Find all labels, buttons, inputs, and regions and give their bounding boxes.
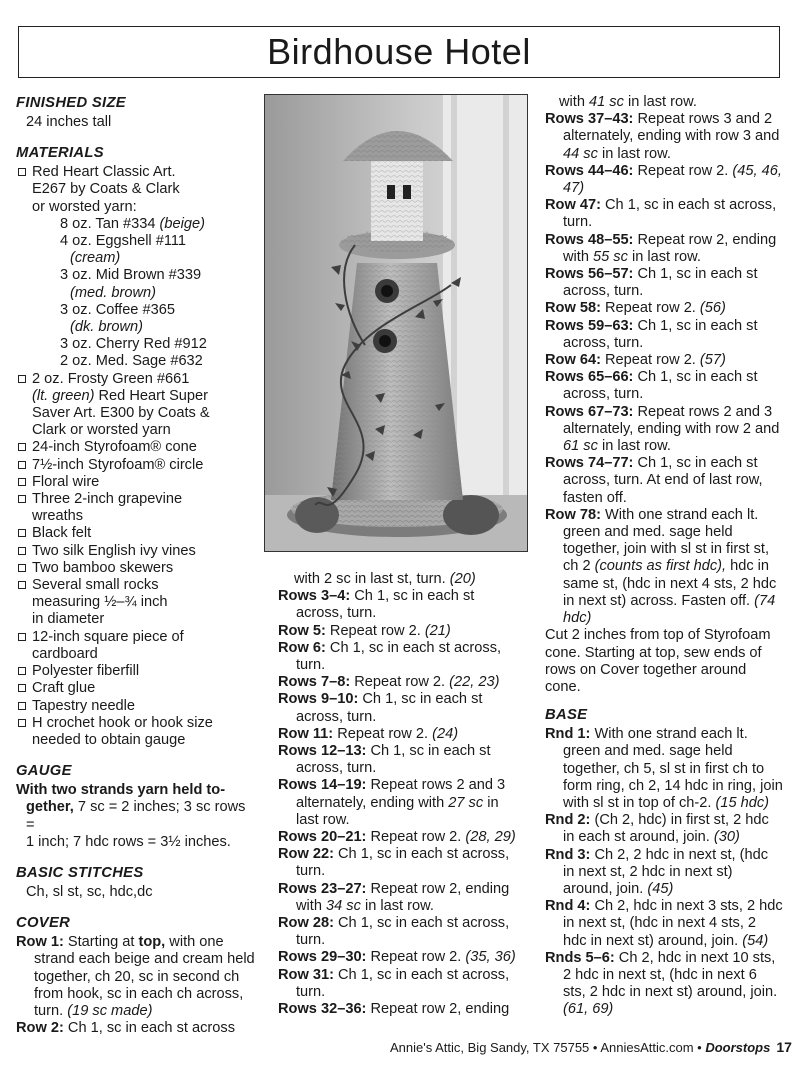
row-instruction: Row 64: Repeat row 2. (57) (545, 352, 726, 369)
page-number: 17 (776, 1039, 792, 1055)
color-item: 3 oz. Coffee #365 (60, 301, 175, 318)
gauge-heading: GAUGE (16, 763, 72, 780)
material-item: 12-inch square piece of (16, 629, 256, 646)
row-instruction: Row 28: Ch 1, sc in each st across, turn. (278, 915, 510, 949)
material-item: Floral wire (16, 474, 256, 491)
round-instruction: Rnd 3: Ch 2, 2 hdc in next st, (hdc in next st, 2 hdc in next st) around, join. (45) (545, 846, 769, 897)
basic-stitches-text: Ch, sl st, sc, hdc,dc (26, 883, 153, 900)
row-instruction: Row 5: Repeat row 2. (21) (278, 622, 451, 639)
color-item: 4 oz. Eggshell #111 (60, 233, 187, 250)
row-instruction: Rows 44–46: Repeat row 2. (45, 46, 47) (545, 162, 782, 197)
page-footer: Annie's Attic, Big Sandy, TX 75755 • AnniesAttic.com • Doorstops 17 (390, 1039, 792, 1055)
row-instruction: Rows 32–36: Repeat row 2, ending (278, 1001, 510, 1018)
row-instruction: Rows 37–43: Repeat rows 3 and 2 alternately, ending with row 3 and 44 sc in last row. (545, 111, 780, 162)
row-instruction: Rows 48–55: Repeat row 2, ending with 55 sc in last row. (545, 231, 777, 265)
materials-heading: MATERIALS (16, 145, 104, 162)
material-item: Tapestry needle (16, 698, 256, 715)
row-continuation: with 2 sc in last st, turn. (20) (294, 571, 476, 587)
row-instruction: Row 78: With one strand each lt. green and med. sage held together, join with sl st in first st, ch 2 (counts as first hdc), hdc in same st, (hdc in next 4 sts, 2 hdc in next st) across. Fasten off. (74 hdc) (545, 506, 777, 627)
column-right (545, 94, 783, 1019)
row-instruction: Rows 74–77: Ch 1, sc in each st across, turn. At end of last row, fasten off. (545, 455, 763, 506)
row-instruction: Rows 14–19: Repeat rows 2 and 3 alternately, ending with 27 sc in last row. (278, 777, 506, 828)
color-item: 2 oz. Med. Sage #632 (60, 353, 203, 370)
material-item: Black felt (16, 525, 256, 542)
material-item: Three 2-inch grapevine (16, 491, 256, 508)
cut-instruction: Cut 2 inches from top of Styrofoam cone. Starting at top, sew ends of rows on Cover together around cone. (545, 627, 771, 695)
birdhouse-photo (264, 94, 528, 552)
lighthouse-doorstop-image (265, 95, 528, 552)
basic-stitches-heading: BASIC STITCHES (16, 864, 144, 881)
column-middle (278, 571, 522, 1018)
materials-list: Red Heart Classic Art. E267 by Coats & Clark or worsted yarn: 8 oz. Tan #334 (beige) 4 oz. Eggshell #111 (cream) 3 oz. Mid Brown #339 (med. brown) 3 oz. Coffee #365 (dk. brown) 3 oz. Cherry Red #912 2 oz. Med. Sage #632 2 oz. Frosty Green #661 (lt. green) Red Heart Super Saver Art. E300 by Coats & Clark or worsted yarn 24-inch Styrofoam® cone 7½-inch Styrofoam® circle Floral wire Three 2-inch grapevine wreaths Black felt Two silk English ivy vines Two bamboo skewers Several small rocks measuring ½–¾ inch in diameter 12-inch square piece of cardboard Polyester fiberfill Craft glue Tapestry needle H crochet hook or hook size needed to obtain gauge (16, 164, 256, 749)
row-instruction: Rows 67–73: Repeat rows 2 and 3 alternately, ending with row 2 and 61 sc in last row. (545, 403, 780, 455)
finished-size-heading: FINISHED SIZE (16, 95, 126, 111)
material-item: 24-inch Styrofoam® cone (16, 439, 256, 456)
row-instruction: Row 6: Ch 1, sc in each st across, turn. (278, 639, 502, 674)
page-title: Birdhouse Hotel (267, 31, 531, 72)
round-instruction: Rnds 5–6: Ch 2, hdc in next 10 sts, 2 hdc in next st, (hdc in next 6 sts, 2 hdc in next st) around, join. (61, 69) (545, 949, 778, 1018)
title-box (18, 26, 780, 78)
round-instruction: Rnd 4: Ch 2, hdc in next 3 sts, 2 hdc in next st, (hdc in next 4 sts, 2 hdc in next st) around, join. (54) (545, 898, 783, 949)
row-instruction: Rows 56–57: Ch 1, sc in each st across, turn. (545, 266, 758, 300)
row-instruction: Rows 12–13: Ch 1, sc in each st across, turn. (278, 743, 491, 777)
row-instruction: Row 47: Ch 1, sc in each st across, turn. (545, 197, 777, 231)
material-item: 2 oz. Frosty Green #661 (16, 371, 256, 388)
row-instruction: Rows 20–21: Repeat row 2. (28, 29) (278, 829, 516, 846)
row-instruction: Row 1: Starting at top, with one strand each beige and cream held together, ch 20, sc in second ch from hook, sc in each ch across, turn. (19 sc made) (16, 934, 255, 1019)
round-instruction: Rnd 1: With one strand each lt. green and med. sage held together, ch 5, sl st in first ch to form ring, ch 2, 14 hdc in ring, join with sl st in top of ch-2. (15 hdc) (545, 726, 783, 811)
material-item: 7½-inch Styrofoam® circle (16, 457, 256, 474)
material-item: Two bamboo skewers (16, 560, 256, 577)
row-instruction: Rows 3–4: Ch 1, sc in each st across, turn. (278, 588, 475, 622)
color-item: 8 oz. Tan #334 (beige) (60, 215, 205, 232)
material-item: Red Heart Classic Art. (16, 164, 256, 181)
gauge-text: With two strands yarn held to- gether, 7 sc = 2 inches; 3 sc rows = 1 inch; 7 hdc rows = 3½ inches. (16, 782, 246, 850)
row-instruction: Rows 29–30: Repeat row 2. (35, 36) (278, 949, 516, 966)
row-instruction: Row 11: Repeat row 2. (24) (278, 725, 459, 742)
row-instruction: Row 22: Ch 1, sc in each st across, turn. (278, 846, 510, 880)
row-instruction: Rows 65–66: Ch 1, sc in each st across, turn. (545, 369, 758, 403)
row-instruction: Row 31: Ch 1, sc in each st across, turn. (278, 966, 510, 1000)
row-instruction: Rows 9–10: Ch 1, sc in each st across, turn. (278, 691, 483, 725)
row-instruction: Rows 7–8: Repeat row 2. (22, 23) (278, 674, 500, 691)
row-continuation: with 41 sc in last row. (559, 94, 697, 110)
row-instruction: Row 2: Ch 1, sc in each st across (16, 1020, 235, 1037)
color-item: 3 oz. Mid Brown #339 (60, 267, 202, 284)
color-item: 3 oz. Cherry Red #912 (60, 336, 207, 353)
row-instruction: Rows 23–27: Repeat row 2, ending with 34 sc in last row. (278, 880, 510, 914)
row-instruction: Rows 59–63: Ch 1, sc in each st across, turn. (545, 317, 758, 351)
finished-size-text: 24 inches tall (26, 114, 112, 130)
material-item: Craft glue (16, 680, 256, 697)
row-instruction: Row 58: Repeat row 2. (56) (545, 300, 726, 317)
material-item: H crochet hook or hook size (16, 715, 256, 732)
base-heading: BASE (545, 707, 588, 724)
cover-heading: COVER (16, 915, 71, 932)
material-item: Several small rocks (16, 577, 256, 594)
material-item: Two silk English ivy vines (16, 543, 256, 560)
round-instruction: Rnd 2: (Ch 2, hdc) in first st, 2 hdc in each st around, join. (30) (545, 812, 769, 846)
material-item: Polyester fiberfill (16, 663, 256, 680)
column-left (16, 94, 256, 1037)
